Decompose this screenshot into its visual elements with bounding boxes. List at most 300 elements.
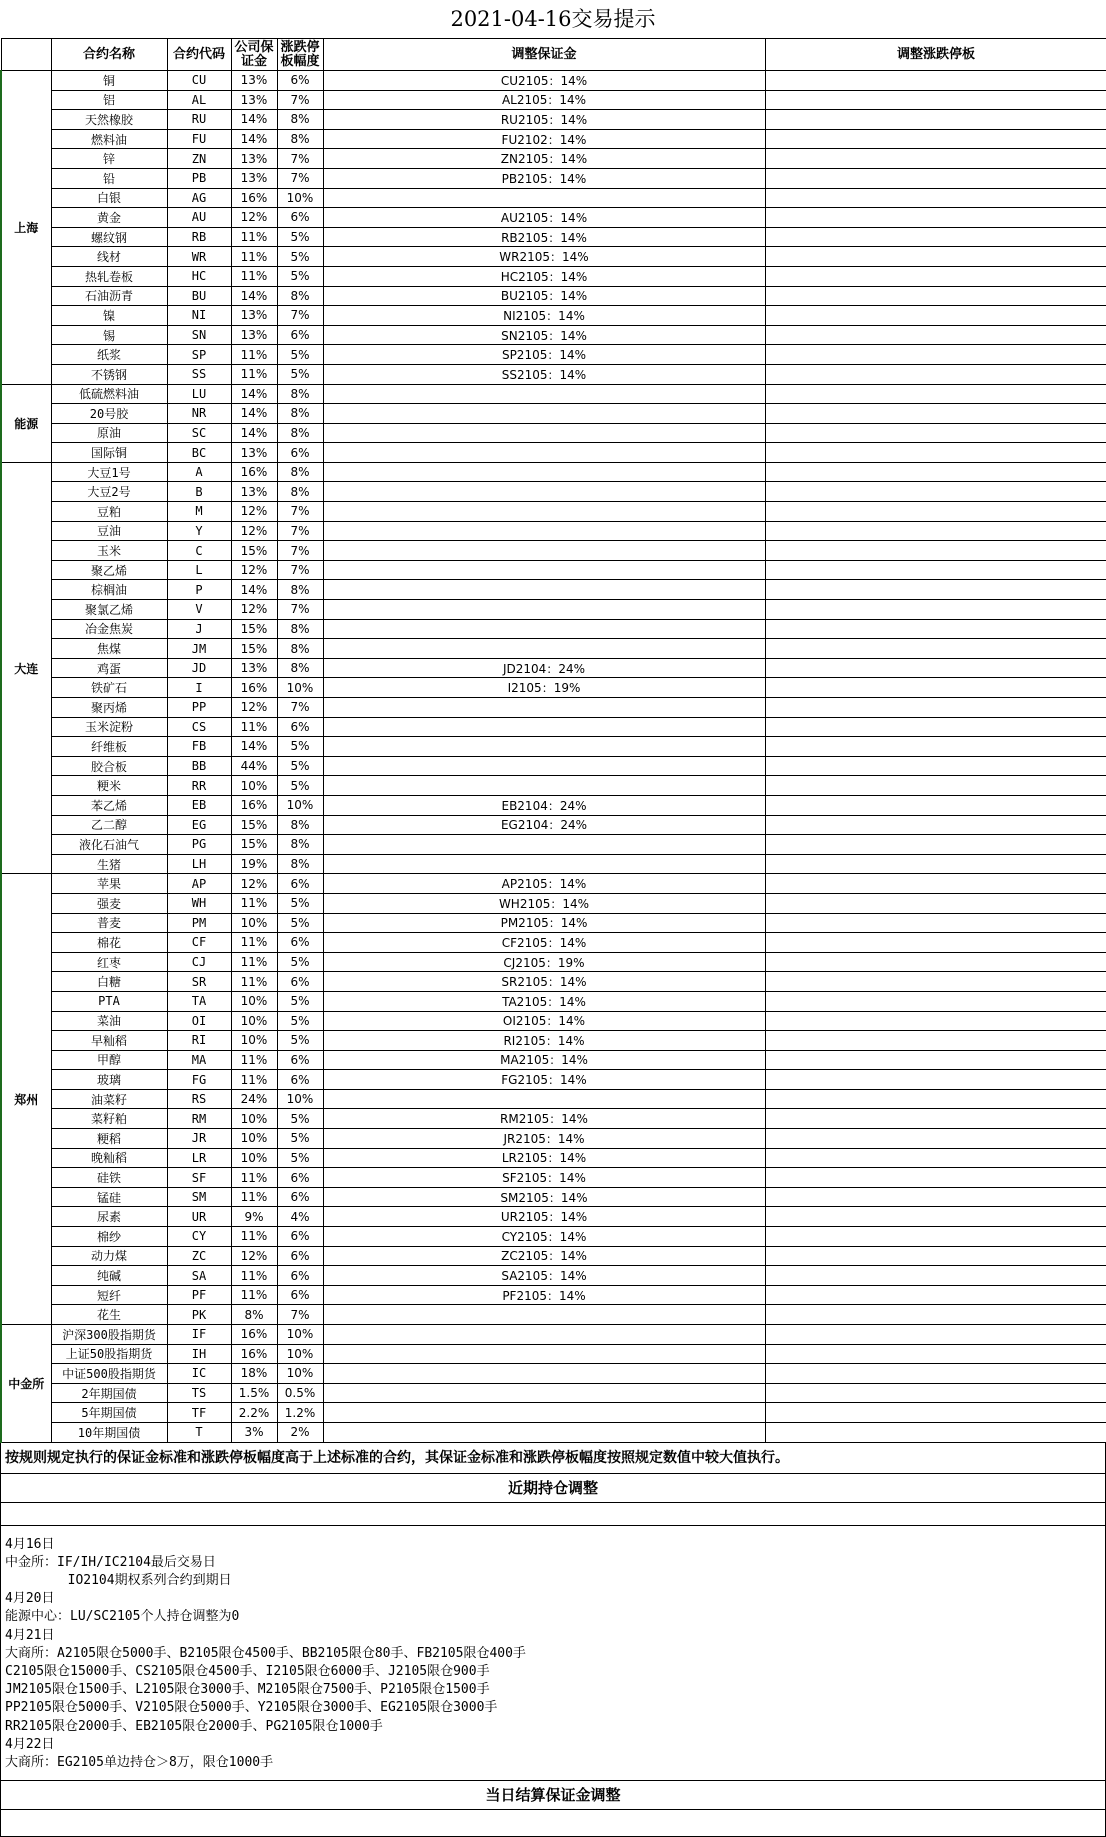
contract-name-cell: 低硫燃料油 [51, 384, 167, 404]
company-margin-cell: 8% [231, 1305, 277, 1325]
adjust-limit-cell [765, 110, 1106, 130]
limit-range-cell: 6% [277, 874, 323, 894]
company-margin-cell: 11% [231, 1285, 277, 1305]
adjust-limit-cell [765, 1089, 1106, 1109]
contract-name-cell: 石油沥青 [51, 286, 167, 306]
table-row [1, 795, 1106, 815]
company-margin-cell: 16% [231, 795, 277, 815]
adjust-margin-cell [323, 560, 765, 580]
adjust-limit-cell [765, 815, 1106, 835]
limit-range-cell: 5% [277, 756, 323, 776]
adjust-margin-cell: TA2105：14% [323, 991, 765, 1011]
limit-range-cell: 10% [277, 1325, 323, 1345]
contract-code-cell: FB [167, 737, 231, 757]
contract-code-cell: JR [167, 1129, 231, 1149]
contract-code-cell: LU [167, 384, 231, 404]
contract-code-cell: BU [167, 286, 231, 306]
contract-name-cell: 铅 [51, 168, 167, 188]
limit-range-cell: 6% [277, 1168, 323, 1188]
table-row [1, 1227, 1106, 1247]
adjust-margin-cell [323, 521, 765, 541]
adjust-limit-cell [765, 698, 1106, 718]
company-margin-cell: 12% [231, 600, 277, 620]
position-adjust-title: 近期持仓调整 [1, 1474, 1105, 1503]
company-margin-cell: 13% [231, 71, 277, 91]
contract-name-cell: 大豆2号 [51, 482, 167, 502]
contract-name-cell: 棉纱 [51, 1227, 167, 1247]
contract-name-cell: 粳米 [51, 776, 167, 796]
note-line: JM2105限仓1500手、L2105限仓3000手、M2105限仓7500手、P2105限仓1500手 [5, 1682, 490, 1698]
contract-code-cell: FU [167, 129, 231, 149]
company-margin-cell: 10% [231, 1031, 277, 1051]
contract-name-cell: 锡 [51, 325, 167, 345]
adjust-margin-cell: HC2105：14% [323, 266, 765, 286]
company-margin-cell: 11% [231, 1070, 277, 1090]
company-margin-cell: 2.2% [231, 1403, 277, 1423]
contract-name-cell: 玉米 [51, 541, 167, 561]
contract-code-cell: LR [167, 1148, 231, 1168]
contract-name-cell: 线材 [51, 247, 167, 267]
table-row [1, 1266, 1106, 1286]
limit-range-cell: 7% [277, 502, 323, 522]
company-margin-cell: 12% [231, 560, 277, 580]
adjust-margin-cell [323, 600, 765, 620]
table-row [1, 502, 1106, 522]
contract-code-cell: L [167, 560, 231, 580]
limit-range-cell: 7% [277, 90, 323, 110]
contract-name-cell: 锌 [51, 149, 167, 169]
table-row [1, 639, 1106, 659]
limit-range-cell: 8% [277, 286, 323, 306]
contract-name-cell: 上证50股指期货 [51, 1344, 167, 1364]
contract-code-cell: M [167, 502, 231, 522]
limit-range-cell: 5% [277, 1129, 323, 1149]
limit-range-cell: 7% [277, 560, 323, 580]
adjust-limit-cell [765, 443, 1106, 463]
adjust-margin-cell: AU2105：14% [323, 208, 765, 228]
limit-range-cell: 5% [277, 247, 323, 267]
limit-range-cell: 10% [277, 1089, 323, 1109]
table-row [1, 129, 1106, 149]
contract-code-cell: AU [167, 208, 231, 228]
adjust-limit-cell [765, 1207, 1106, 1227]
position-adjust-notes [1, 1526, 1105, 1782]
table-row [1, 854, 1106, 874]
adjust-limit-cell [765, 129, 1106, 149]
contract-code-cell: WR [167, 247, 231, 267]
contract-code-cell: V [167, 600, 231, 620]
company-margin-cell: 9% [231, 1207, 277, 1227]
table-row [1, 1031, 1106, 1051]
contract-name-cell: 红枣 [51, 952, 167, 972]
table-row [1, 1383, 1106, 1403]
limit-range-cell: 8% [277, 835, 323, 855]
adjust-margin-cell: SM2105：14% [323, 1187, 765, 1207]
limit-range-cell: 8% [277, 110, 323, 130]
contract-code-cell: RB [167, 227, 231, 247]
table-row [1, 678, 1106, 698]
contract-code-cell: SF [167, 1168, 231, 1188]
table-row [1, 600, 1106, 620]
table-row [1, 286, 1106, 306]
adjust-margin-cell [323, 835, 765, 855]
contract-code-cell: UR [167, 1207, 231, 1227]
contract-code-cell: RI [167, 1031, 231, 1051]
contract-name-cell: 纸浆 [51, 345, 167, 365]
limit-range-cell: 6% [277, 1050, 323, 1070]
limit-range-cell: 5% [277, 1148, 323, 1168]
adjust-margin-cell [323, 482, 765, 502]
blank-row [1, 1503, 1105, 1526]
contract-code-cell: BB [167, 756, 231, 776]
table-row [1, 1325, 1106, 1345]
contract-code-cell: JD [167, 658, 231, 678]
contract-name-cell: 10年期国债 [51, 1422, 167, 1442]
adjust-limit-cell [765, 384, 1106, 404]
adjust-limit-cell [765, 658, 1106, 678]
contract-code-cell: CU [167, 71, 231, 91]
adjust-limit-cell [765, 325, 1106, 345]
company-margin-cell: 10% [231, 1129, 277, 1149]
table-row [1, 991, 1106, 1011]
adjust-limit-cell [765, 1246, 1106, 1266]
adjust-margin-cell [323, 854, 765, 874]
adjust-margin-cell: ZC2105：14% [323, 1246, 765, 1266]
adjust-margin-cell [323, 462, 765, 482]
company-margin-cell: 3% [231, 1422, 277, 1442]
exchange-label: 中金所 [1, 1325, 51, 1443]
company-margin-cell: 12% [231, 502, 277, 522]
contract-code-cell: MA [167, 1050, 231, 1070]
contract-name-cell: PTA [51, 991, 167, 1011]
table-row [1, 1285, 1106, 1305]
limit-range-cell: 4% [277, 1207, 323, 1227]
contract-name-cell: 螺纹钢 [51, 227, 167, 247]
adjust-margin-cell [323, 1383, 765, 1403]
adjust-limit-cell [765, 208, 1106, 228]
company-margin-cell: 12% [231, 208, 277, 228]
company-margin-cell: 11% [231, 952, 277, 972]
adjust-limit-cell [765, 639, 1106, 659]
table-row [1, 404, 1106, 424]
contract-code-cell: SC [167, 423, 231, 443]
contract-name-cell: 国际铜 [51, 443, 167, 463]
contract-name-cell: 早籼稻 [51, 1031, 167, 1051]
table-row [1, 1148, 1106, 1168]
table-row [1, 815, 1106, 835]
limit-range-cell: 6% [277, 443, 323, 463]
adjust-margin-cell: CU2105：14% [323, 71, 765, 91]
note-line: IO2104期权系列合约到期日 [5, 1572, 232, 1588]
adjust-limit-cell [765, 1266, 1106, 1286]
limit-range-cell: 6% [277, 717, 323, 737]
contract-name-cell: 铝 [51, 90, 167, 110]
contract-code-cell: EG [167, 815, 231, 835]
contract-name-cell: 晚籼稻 [51, 1148, 167, 1168]
adjust-limit-cell [765, 1305, 1106, 1325]
contract-name-cell: 菜油 [51, 1011, 167, 1031]
adjust-limit-cell [765, 462, 1106, 482]
limit-range-cell: 8% [277, 482, 323, 502]
rule-note: 按规则规定执行的保证金标准和涨跌停板幅度高于上述标准的合约，其保证金标准和涨跌停板幅度按照规定数值中较大值执行。 [1, 1443, 1105, 1474]
table-row [1, 619, 1106, 639]
company-margin-cell: 13% [231, 306, 277, 326]
table-row [1, 580, 1106, 600]
contract-code-cell: TS [167, 1383, 231, 1403]
company-margin-cell: 14% [231, 286, 277, 306]
header-exchange [1, 39, 51, 71]
limit-range-cell: 6% [277, 325, 323, 345]
contract-name-cell: 花生 [51, 1305, 167, 1325]
adjust-margin-cell [323, 639, 765, 659]
contract-name-cell: 玉米淀粉 [51, 717, 167, 737]
adjust-limit-cell [765, 1129, 1106, 1149]
company-margin-cell: 16% [231, 188, 277, 208]
company-margin-cell: 14% [231, 404, 277, 424]
header-adjust-limit: 调整涨跌停板 [765, 39, 1106, 71]
contract-code-cell: IF [167, 1325, 231, 1345]
contract-name-cell: 铁矿石 [51, 678, 167, 698]
adjust-limit-cell [765, 1148, 1106, 1168]
contract-name-cell: 普麦 [51, 913, 167, 933]
table-row [1, 1422, 1106, 1442]
table-row [1, 1070, 1106, 1090]
contract-name-cell: 甲醇 [51, 1050, 167, 1070]
adjust-limit-cell [765, 345, 1106, 365]
contract-code-cell: PK [167, 1305, 231, 1325]
adjust-limit-cell [765, 972, 1106, 992]
table-row [1, 737, 1106, 757]
contract-name-cell: 菜籽粕 [51, 1109, 167, 1129]
adjust-limit-cell [765, 90, 1106, 110]
company-margin-cell: 14% [231, 580, 277, 600]
adjust-margin-cell [323, 776, 765, 796]
adjust-margin-cell [323, 756, 765, 776]
adjust-margin-cell: PF2105：14% [323, 1285, 765, 1305]
company-margin-cell: 10% [231, 913, 277, 933]
adjust-margin-cell: AP2105：14% [323, 874, 765, 894]
company-margin-cell: 12% [231, 874, 277, 894]
adjust-limit-cell [765, 404, 1106, 424]
contract-name-cell: 沪深300股指期货 [51, 1325, 167, 1345]
contract-code-cell: SR [167, 972, 231, 992]
limit-range-cell: 8% [277, 658, 323, 678]
note-line: 4月16日 [5, 1536, 55, 1552]
contract-code-cell: BC [167, 443, 231, 463]
limit-range-cell: 6% [277, 972, 323, 992]
contract-name-cell: 粳稻 [51, 1129, 167, 1149]
table-row [1, 658, 1106, 678]
limit-range-cell: 5% [277, 913, 323, 933]
limit-range-cell: 7% [277, 541, 323, 561]
limit-range-cell: 8% [277, 619, 323, 639]
limit-range-cell: 6% [277, 1187, 323, 1207]
adjust-margin-cell: NI2105：14% [323, 306, 765, 326]
contract-name-cell: 黄金 [51, 208, 167, 228]
limit-range-cell: 8% [277, 462, 323, 482]
company-margin-cell: 15% [231, 541, 277, 561]
adjust-limit-cell [765, 188, 1106, 208]
contract-code-cell: TF [167, 1403, 231, 1423]
company-margin-cell: 11% [231, 972, 277, 992]
table-row [1, 874, 1106, 894]
adjust-margin-cell [323, 737, 765, 757]
table-row [1, 149, 1106, 169]
adjust-limit-cell [765, 168, 1106, 188]
adjust-limit-cell [765, 1422, 1106, 1442]
limit-range-cell: 5% [277, 1109, 323, 1129]
limit-range-cell: 5% [277, 227, 323, 247]
adjust-limit-cell [765, 1325, 1106, 1345]
contract-name-cell: 20号胶 [51, 404, 167, 424]
table-row [1, 933, 1106, 953]
company-margin-cell: 12% [231, 521, 277, 541]
adjust-limit-cell [765, 1070, 1106, 1090]
contract-code-cell: SP [167, 345, 231, 365]
contract-name-cell: 棕榈油 [51, 580, 167, 600]
limit-range-cell: 6% [277, 1246, 323, 1266]
table-row [1, 1129, 1106, 1149]
contract-name-cell: 铜 [51, 71, 167, 91]
limit-range-cell: 8% [277, 129, 323, 149]
table-row [1, 717, 1106, 737]
limit-range-cell: 5% [277, 1031, 323, 1051]
contract-name-cell: 焦煤 [51, 639, 167, 659]
limit-range-cell: 5% [277, 266, 323, 286]
limit-range-cell: 10% [277, 1344, 323, 1364]
contract-code-cell: ZC [167, 1246, 231, 1266]
limit-range-cell: 5% [277, 776, 323, 796]
adjust-margin-cell: PB2105：14% [323, 168, 765, 188]
table-row [1, 835, 1106, 855]
note-line: 中金所：IF/IH/IC2104最后交易日 [5, 1554, 216, 1570]
company-margin-cell: 11% [231, 893, 277, 913]
table-row [1, 1246, 1106, 1266]
contract-code-cell: AG [167, 188, 231, 208]
adjust-limit-cell [765, 423, 1106, 443]
adjust-margin-cell: LR2105：14% [323, 1148, 765, 1168]
company-margin-cell: 13% [231, 90, 277, 110]
limit-range-cell: 10% [277, 1364, 323, 1384]
adjust-margin-cell: FU2102：14% [323, 129, 765, 149]
adjust-limit-cell [765, 756, 1106, 776]
limit-range-cell: 8% [277, 423, 323, 443]
note-line: 4月22日 [5, 1736, 55, 1752]
contract-name-cell: 聚丙烯 [51, 698, 167, 718]
adjust-margin-cell [323, 1403, 765, 1423]
table-row [1, 482, 1106, 502]
adjust-margin-cell: I2105：19% [323, 678, 765, 698]
table-row [1, 71, 1106, 91]
company-margin-cell: 14% [231, 384, 277, 404]
adjust-limit-cell [765, 991, 1106, 1011]
company-margin-cell: 15% [231, 639, 277, 659]
contract-code-cell: I [167, 678, 231, 698]
limit-range-cell: 6% [277, 208, 323, 228]
adjust-limit-cell [765, 600, 1106, 620]
adjust-margin-cell: RB2105：14% [323, 227, 765, 247]
table-row [1, 384, 1106, 404]
table-row [1, 1305, 1106, 1325]
adjust-limit-cell [765, 1050, 1106, 1070]
contract-code-cell: SA [167, 1266, 231, 1286]
adjust-margin-cell: BU2105：14% [323, 286, 765, 306]
adjust-limit-cell [765, 1364, 1106, 1384]
contract-code-cell: PP [167, 698, 231, 718]
exchange-label: 上海 [1, 71, 51, 385]
notes-section [0, 1443, 1106, 1837]
contract-name-cell: 燃料油 [51, 129, 167, 149]
contract-name-cell: 5年期国债 [51, 1403, 167, 1423]
company-margin-cell: 11% [231, 364, 277, 384]
contract-name-cell: 玻璃 [51, 1070, 167, 1090]
table-row [1, 247, 1106, 267]
adjust-margin-cell: WR2105：14% [323, 247, 765, 267]
adjust-margin-cell: ZN2105：14% [323, 149, 765, 169]
company-margin-cell: 11% [231, 717, 277, 737]
adjust-margin-cell: MA2105：14% [323, 1050, 765, 1070]
company-margin-cell: 44% [231, 756, 277, 776]
contract-name-cell: 硅铁 [51, 1168, 167, 1188]
contract-name-cell: 纤维板 [51, 737, 167, 757]
company-margin-cell: 14% [231, 110, 277, 130]
table-row [1, 521, 1106, 541]
contract-name-cell: 短纤 [51, 1285, 167, 1305]
contract-code-cell: SS [167, 364, 231, 384]
adjust-margin-cell [323, 541, 765, 561]
contract-code-cell: RM [167, 1109, 231, 1129]
limit-range-cell: 7% [277, 600, 323, 620]
adjust-limit-cell [765, 227, 1106, 247]
adjust-margin-cell [323, 619, 765, 639]
adjust-margin-cell [323, 423, 765, 443]
contract-name-cell: 生猪 [51, 854, 167, 874]
limit-range-cell: 8% [277, 854, 323, 874]
adjust-margin-cell: PM2105：14% [323, 913, 765, 933]
company-margin-cell: 12% [231, 698, 277, 718]
contract-name-cell: 锰硅 [51, 1187, 167, 1207]
contract-name-cell: 油菜籽 [51, 1089, 167, 1109]
adjust-limit-cell [765, 893, 1106, 913]
company-margin-cell: 16% [231, 1325, 277, 1345]
adjust-margin-cell [323, 1364, 765, 1384]
contract-code-cell: PB [167, 168, 231, 188]
contract-name-cell: 白银 [51, 188, 167, 208]
adjust-margin-cell [323, 1305, 765, 1325]
adjust-limit-cell [765, 266, 1106, 286]
table-row [1, 227, 1106, 247]
limit-range-cell: 6% [277, 1285, 323, 1305]
company-margin-cell: 11% [231, 1168, 277, 1188]
contract-name-cell: 豆油 [51, 521, 167, 541]
adjust-margin-cell [323, 580, 765, 600]
adjust-limit-cell [765, 560, 1106, 580]
table-row [1, 306, 1106, 326]
contract-name-cell: 纯碱 [51, 1266, 167, 1286]
limit-range-cell: 1.2% [277, 1403, 323, 1423]
contract-name-cell: 聚氯乙烯 [51, 600, 167, 620]
limit-range-cell: 8% [277, 404, 323, 424]
contract-code-cell: NI [167, 306, 231, 326]
adjust-margin-cell: CY2105：14% [323, 1227, 765, 1247]
company-margin-cell: 10% [231, 1011, 277, 1031]
company-margin-cell: 12% [231, 1246, 277, 1266]
company-margin-cell: 14% [231, 737, 277, 757]
limit-range-cell: 10% [277, 678, 323, 698]
adjust-limit-cell [765, 1109, 1106, 1129]
adjust-margin-cell: WH2105：14% [323, 893, 765, 913]
adjust-margin-cell: JR2105：14% [323, 1129, 765, 1149]
